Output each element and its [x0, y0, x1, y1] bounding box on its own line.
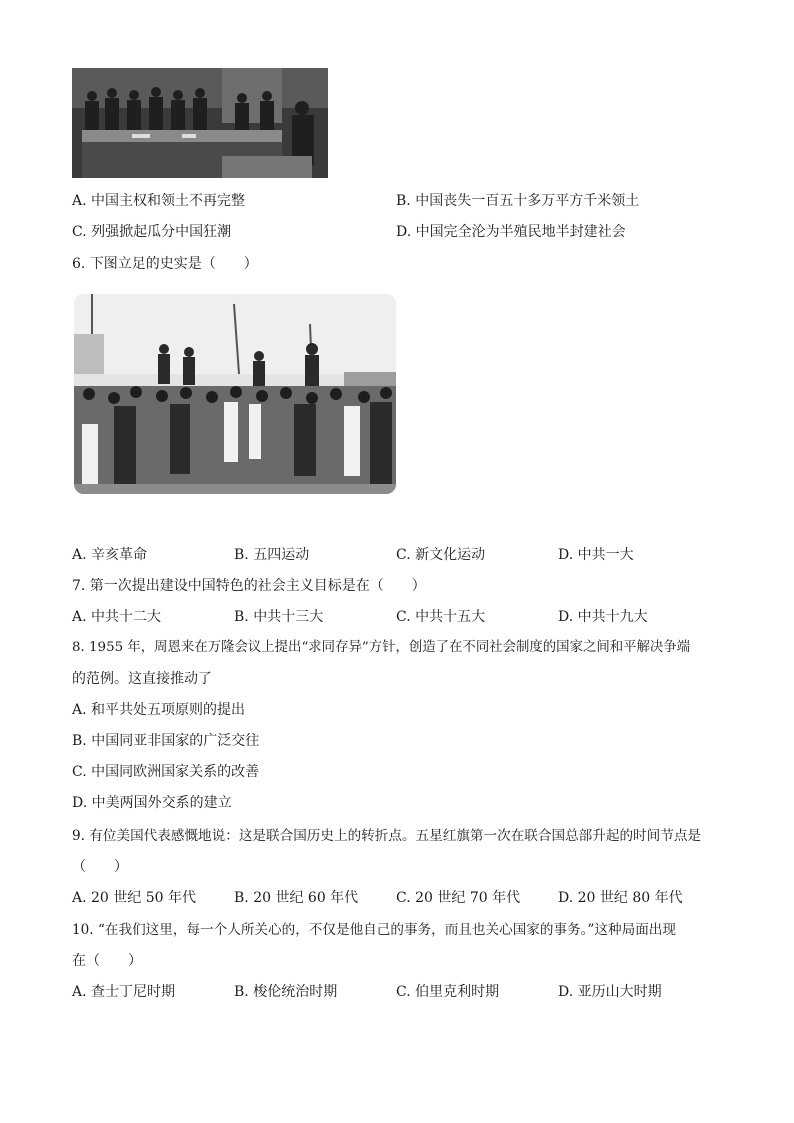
q8-stem-line1: 8. 1955 年，周恩来在万隆会议上提出“求同存异”方针，创造了在不同社会制度的国家之间和平解决争端	[72, 640, 691, 655]
q8-option-b: B. 中国同亚非国家的广泛交往	[72, 733, 260, 749]
q10-option-d: D. 亚历山大时期	[558, 984, 662, 1000]
q8-option-d: D. 中美两国外交系的建立	[72, 795, 232, 811]
q8-option-a: A. 和平共处五项原则的提出	[72, 702, 246, 718]
q9-option-b: B. 20 世纪 60 年代	[234, 890, 359, 906]
q7-option-a: A. 中共十二大	[72, 609, 162, 625]
q9-stem-line1: 9. 有位美国代表感慨地说：这是联合国历史上的转折点。五星红旗第一次在联合国总部升起的时间节点是	[72, 828, 702, 844]
q7-option-b: B. 中共十三大	[234, 609, 324, 625]
q6-option-a: A. 辛亥革命	[72, 547, 148, 563]
q7-option-c: C. 中共十五大	[396, 609, 486, 625]
q7-option-d: D. 中共十九大	[558, 609, 648, 625]
q9-stem-line2: （ ）	[72, 859, 128, 875]
q10-option-b: B. 梭伦统治时期	[234, 984, 338, 1000]
q7-stem: 7. 第一次提出建设中国特色的社会主义目标是在（ ）	[72, 578, 426, 594]
q5-option-c: C. 列强掀起瓜分中国狂潮	[72, 224, 232, 240]
q6-stem: 6. 下图立足的史实是（ ）	[72, 256, 258, 272]
q8-stem-line2: 的范例。这直接推动了	[72, 671, 212, 687]
q6-option-c: C. 新文化运动	[396, 547, 486, 563]
photo-treaty-meeting	[72, 68, 328, 178]
q9-option-d: D. 20 世纪 80 年代	[558, 890, 683, 906]
q6-option-d: D. 中共一大	[558, 547, 634, 563]
q10-option-c: C. 伯里克利时期	[396, 984, 500, 1000]
q9-option-c: C. 20 世纪 70 年代	[396, 890, 521, 906]
q5-option-d: D. 中国完全沦为半殖民地半封建社会	[396, 224, 626, 240]
q6-option-b: B. 五四运动	[234, 547, 310, 563]
photo-crowd-protest	[74, 294, 396, 494]
q10-stem-line2: 在（ ）	[72, 953, 142, 969]
q8-option-c: C. 中国同欧洲国家关系的改善	[72, 764, 260, 780]
q9-option-a: A. 20 世纪 50 年代	[72, 890, 196, 906]
q5-option-b: B. 中国丧失一百五十多万平方千米领土	[396, 193, 640, 209]
q5-option-a: A. 中国主权和领土不再完整	[72, 193, 246, 209]
q10-option-a: A. 查士丁尼时期	[72, 984, 176, 1000]
q10-stem-line1: 10. “在我们这里，每一个人所关心的，不仅是他自己的事务，而且也关心国家的事务。”这种局面出现	[72, 922, 676, 938]
